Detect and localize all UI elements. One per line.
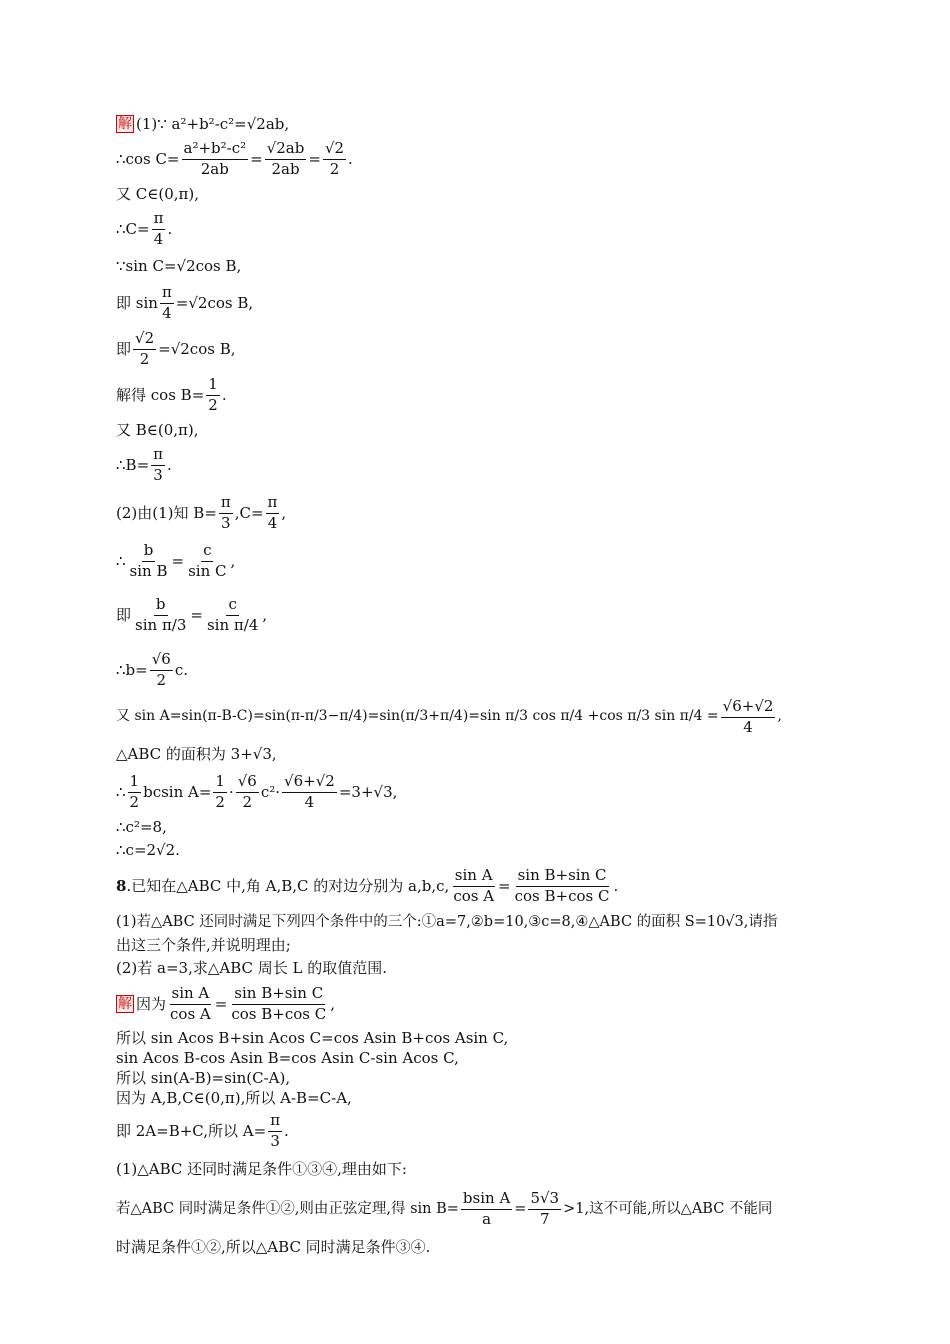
text: (1)若△ABC 还同时满足下列四个条件中的三个:①a=7,②b=10,③c=8,④△ABC 的面积 S=10√3,请指 bbox=[116, 913, 778, 930]
fraction bbox=[128, 773, 142, 811]
numerator: 5√3 bbox=[528, 1190, 561, 1209]
sol1-line-15 bbox=[116, 694, 836, 740]
numerator: c bbox=[201, 542, 213, 561]
denominator: 2 bbox=[156, 670, 167, 689]
denominator: 4 bbox=[162, 303, 172, 322]
sol1-line-3 bbox=[116, 182, 836, 206]
sol1-line-2 bbox=[116, 136, 836, 182]
denominator: cos B+cos C bbox=[231, 1004, 327, 1023]
text: >1,这不可能,所以△ABC 不能同 bbox=[563, 1200, 773, 1217]
denominator: sin B bbox=[129, 561, 168, 580]
fraction bbox=[268, 1112, 282, 1150]
period: . bbox=[167, 219, 173, 238]
numerator: √6 bbox=[236, 773, 259, 792]
sol1-line-13 bbox=[116, 584, 836, 646]
numerator: π bbox=[151, 446, 165, 465]
numerator: √2 bbox=[133, 330, 156, 349]
equals: = bbox=[514, 1200, 527, 1217]
denominator: 3 bbox=[221, 513, 231, 532]
text: 所以 sin(A-B)=sin(C-A), bbox=[116, 1068, 291, 1087]
period: . bbox=[348, 149, 353, 168]
sol2-line-8 bbox=[116, 1184, 836, 1234]
numerator: √6 bbox=[150, 651, 173, 670]
numerator: c bbox=[226, 596, 238, 615]
sol2-line-3 bbox=[116, 1048, 836, 1068]
denominator: 4 bbox=[743, 717, 753, 736]
text: (1)∵ a²+b²-c²=√2ab, bbox=[136, 114, 290, 133]
fraction bbox=[461, 1190, 512, 1228]
text: (1)△ABC 还同时满足条件①③④,理由如下: bbox=[116, 1159, 407, 1178]
equals: = bbox=[190, 605, 203, 624]
fraction bbox=[128, 542, 170, 580]
text: bcsin A= bbox=[143, 782, 212, 801]
denominator: 2 bbox=[215, 792, 225, 811]
fraction bbox=[206, 376, 220, 414]
numerator: √2ab bbox=[265, 140, 307, 159]
sol2-line-2 bbox=[116, 1028, 836, 1048]
numerator: √2 bbox=[323, 140, 346, 159]
text: ∴cos C= bbox=[116, 149, 180, 168]
period: . bbox=[221, 385, 227, 404]
comma: , bbox=[262, 605, 268, 624]
solution-tag: 解 bbox=[118, 116, 132, 132]
denominator: sin π/4 bbox=[206, 615, 259, 634]
sol1-line-5 bbox=[116, 252, 836, 280]
sol2-line-4 bbox=[116, 1068, 836, 1088]
text: 出这三个条件,并说明理由; bbox=[116, 935, 291, 954]
period: . bbox=[167, 455, 172, 474]
fraction bbox=[186, 542, 228, 580]
denominator: 2 bbox=[129, 792, 140, 811]
fraction bbox=[229, 985, 328, 1023]
fraction bbox=[133, 596, 188, 634]
comma: , bbox=[330, 994, 335, 1013]
numerator: sin B+sin C bbox=[516, 867, 609, 886]
text: 又 sin A=sin(π-B-C)=sin(π-π/3−π/4)=sin(π/3+π/4)=sin π/3 cos π/4 +cos π/3 sin π/4 = bbox=[116, 708, 719, 725]
text: sin Acos B-cos Asin B=cos Asin C-sin Acos C, bbox=[116, 1048, 459, 1067]
period: . bbox=[284, 1121, 289, 1140]
fraction bbox=[152, 210, 166, 248]
text: c. bbox=[174, 660, 188, 679]
numerator: π bbox=[152, 210, 166, 229]
text: 即 bbox=[116, 339, 132, 358]
sol1-line-12 bbox=[116, 538, 836, 584]
sol1-line-7 bbox=[116, 326, 836, 372]
denominator: 2ab bbox=[271, 159, 300, 178]
equals: = bbox=[214, 994, 228, 1013]
dot: · bbox=[228, 782, 234, 801]
numerator: sin B+sin C bbox=[232, 985, 325, 1004]
denominator: sin C bbox=[188, 561, 227, 580]
denominator: 2 bbox=[208, 395, 218, 414]
numerator: sin A bbox=[170, 985, 212, 1004]
text: 即 sin bbox=[116, 293, 158, 312]
fraction bbox=[528, 1190, 561, 1228]
text: ∴C= bbox=[116, 219, 150, 238]
numerator: sin A bbox=[453, 867, 495, 886]
sol1-line-10 bbox=[116, 442, 836, 488]
text: 因为 A,B,C∈(0,π),所以 A-B=C-A, bbox=[116, 1088, 352, 1107]
denominator: 3 bbox=[270, 1131, 280, 1150]
text: 即 2A=B+C,所以 A= bbox=[116, 1121, 267, 1140]
fraction bbox=[205, 596, 260, 634]
sol2-line-1 bbox=[116, 980, 836, 1028]
denominator: 4 bbox=[153, 229, 164, 248]
denominator: 2 bbox=[329, 159, 340, 178]
question-8-part2 bbox=[116, 956, 836, 980]
question-8-stem bbox=[116, 862, 836, 910]
denominator: sin π/3 bbox=[135, 615, 187, 634]
sol1-line-19 bbox=[116, 838, 836, 862]
text: 即 bbox=[116, 605, 132, 624]
text: 若△ABC 同时满足条件①②,则由正弦定理,得 sin B= bbox=[116, 1200, 459, 1217]
denominator: 2 bbox=[242, 792, 253, 811]
denominator: 3 bbox=[153, 465, 163, 484]
text: =√2cos B, bbox=[158, 339, 236, 358]
text: ∴B= bbox=[116, 455, 150, 474]
text: 又 B∈(0,π), bbox=[116, 420, 199, 439]
fraction bbox=[133, 330, 156, 368]
fraction bbox=[323, 140, 346, 178]
numerator: b bbox=[154, 596, 168, 615]
fraction bbox=[213, 773, 227, 811]
text: .已知在△ABC 中,角 A,B,C 的对边分别为 a,b,c, bbox=[126, 876, 450, 895]
text: (2)若 a=3,求△ABC 周长 L 的取值范围. bbox=[116, 958, 388, 977]
denominator: cos A bbox=[453, 886, 495, 905]
sol1-line-4 bbox=[116, 206, 836, 252]
comma: , bbox=[777, 708, 782, 725]
numerator: π bbox=[268, 1112, 282, 1131]
numerator: 1 bbox=[213, 773, 227, 792]
fraction bbox=[266, 494, 280, 532]
period: . bbox=[613, 876, 619, 895]
text: ∴c=2√2. bbox=[116, 840, 180, 859]
text: c²· bbox=[260, 782, 281, 801]
sol1-line-8 bbox=[116, 372, 836, 418]
denominator: cos A bbox=[170, 1004, 211, 1023]
fraction bbox=[236, 773, 259, 811]
equals: = bbox=[171, 551, 185, 570]
denominator: 2 bbox=[139, 349, 150, 368]
fraction bbox=[451, 867, 496, 905]
solution-tag: 解 bbox=[118, 996, 132, 1012]
text: 所以 sin Acos B+sin Acos C=cos Asin B+cos Asin C, bbox=[116, 1028, 509, 1047]
fraction bbox=[219, 494, 233, 532]
sol1-line-9 bbox=[116, 418, 836, 442]
text: 解得 cos B= bbox=[116, 385, 205, 404]
text: △ABC 的面积为 3+√3, bbox=[116, 744, 277, 763]
question-8-part1-b bbox=[116, 934, 836, 956]
sol1-line-16 bbox=[116, 740, 836, 768]
question-8-part1-a bbox=[116, 910, 836, 934]
text: ∵sin C=√2cos B, bbox=[116, 256, 242, 275]
text: ∴c²=8, bbox=[116, 817, 167, 836]
fraction bbox=[160, 284, 174, 322]
denominator: a bbox=[482, 1209, 492, 1228]
numerator: π bbox=[219, 494, 233, 513]
document-page bbox=[116, 112, 836, 1260]
sol1-line-1 bbox=[116, 112, 836, 136]
sol2-line-9 bbox=[116, 1234, 836, 1260]
comma: , bbox=[230, 551, 236, 570]
denominator: 4 bbox=[267, 513, 278, 532]
text: (2)由(1)知 B= bbox=[116, 503, 217, 522]
sol2-line-6 bbox=[116, 1108, 836, 1154]
numerator: π bbox=[266, 494, 280, 513]
text: =√2cos B, bbox=[175, 293, 254, 312]
fraction bbox=[265, 140, 307, 178]
comma: , bbox=[281, 503, 287, 522]
fraction bbox=[151, 446, 165, 484]
text: ,C= bbox=[234, 503, 264, 522]
fraction bbox=[168, 985, 213, 1023]
sol1-line-11 bbox=[116, 488, 836, 538]
fraction bbox=[721, 698, 776, 736]
numerator: π bbox=[160, 284, 174, 303]
numerator: √6+√2 bbox=[721, 698, 776, 717]
text: ∴ bbox=[116, 782, 126, 801]
sol2-line-7 bbox=[116, 1154, 836, 1184]
sol1-line-18 bbox=[116, 816, 836, 838]
text: =3+√3, bbox=[338, 782, 398, 801]
question-number: 8 bbox=[116, 876, 127, 895]
denominator: 4 bbox=[304, 792, 315, 811]
sol1-line-17 bbox=[116, 768, 836, 816]
fraction bbox=[282, 773, 337, 811]
equals: = bbox=[250, 149, 263, 168]
denominator: cos B+cos C bbox=[514, 886, 610, 905]
denominator: 7 bbox=[539, 1209, 550, 1228]
fraction bbox=[513, 867, 612, 905]
numerator: a²+b²-c² bbox=[182, 140, 249, 159]
sol1-line-14 bbox=[116, 646, 836, 694]
equals: = bbox=[308, 149, 321, 168]
text: 又 C∈(0,π), bbox=[116, 184, 199, 203]
numerator: b bbox=[142, 542, 156, 561]
numerator: bsin A bbox=[461, 1190, 512, 1209]
sol1-line-6 bbox=[116, 280, 836, 326]
sol2-line-5 bbox=[116, 1088, 836, 1108]
numerator: 1 bbox=[128, 773, 142, 792]
text: 因为 bbox=[136, 994, 167, 1013]
text: ∴ bbox=[116, 551, 126, 570]
text: 时满足条件①②,所以△ABC 同时满足条件③④. bbox=[116, 1237, 431, 1256]
fraction bbox=[182, 140, 249, 178]
denominator: 2ab bbox=[200, 159, 229, 178]
fraction bbox=[150, 651, 173, 689]
text: ∴b= bbox=[116, 660, 148, 679]
numerator: 1 bbox=[206, 376, 220, 395]
equals: = bbox=[498, 876, 511, 895]
numerator: √6+√2 bbox=[282, 773, 337, 792]
